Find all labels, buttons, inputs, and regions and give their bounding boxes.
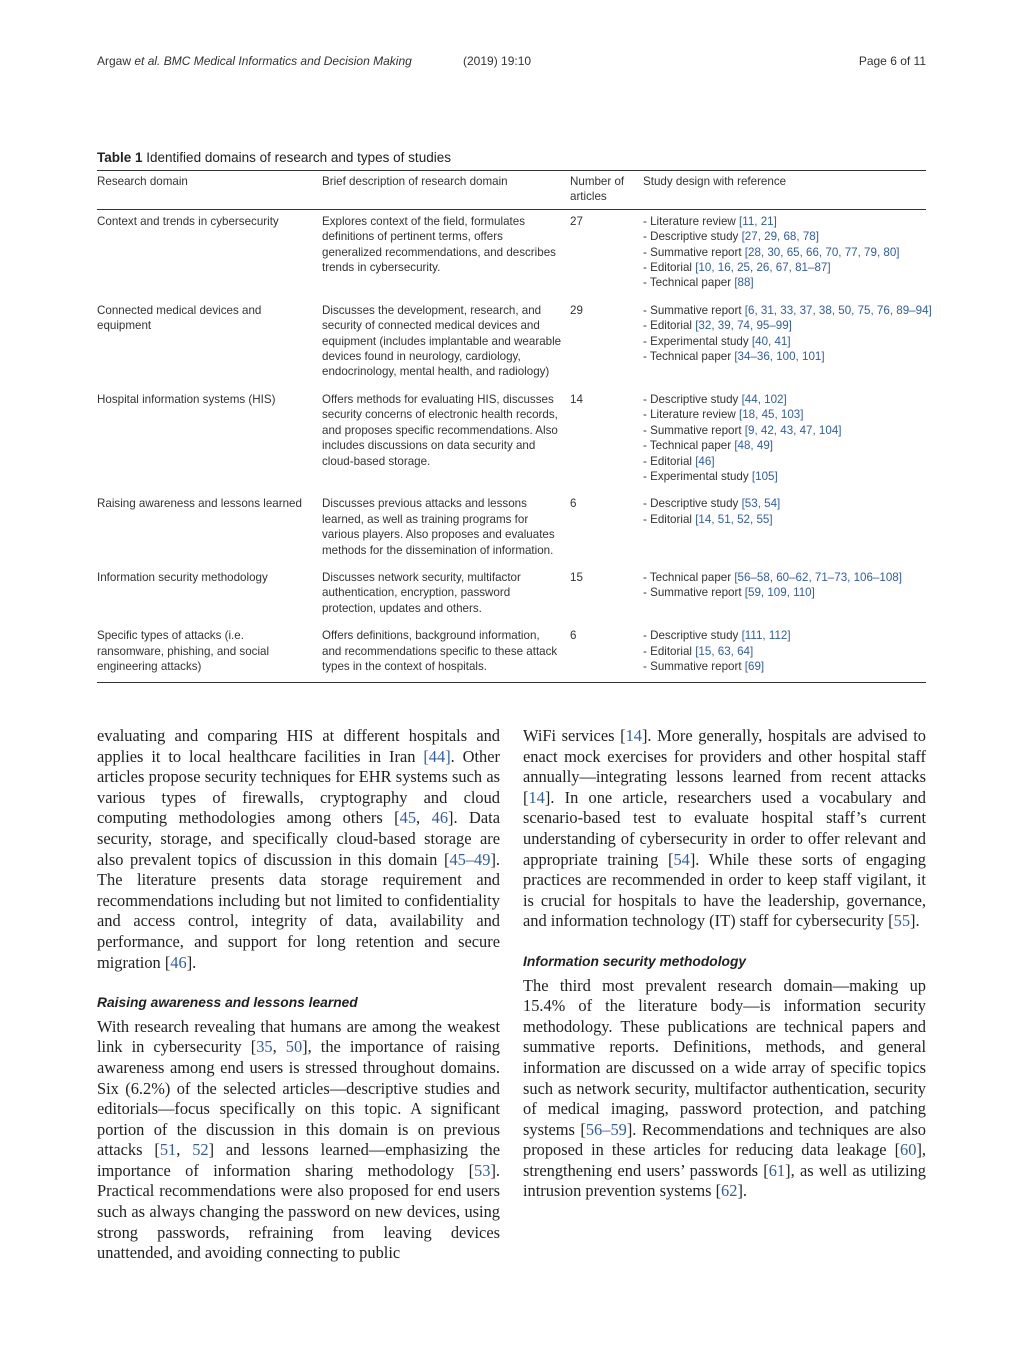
reference-link[interactable]: [46] [695,454,715,468]
reference-link[interactable]: [18, 45, 103] [739,408,804,422]
text-run: ] and lessons learned—emphasizing the importance of information sharing methodology [ [97,1140,500,1180]
journal-citation [97,54,412,68]
column-header-count: Number of articles [570,175,625,204]
reference-link[interactable]: [111, 112] [741,629,791,643]
citation-link[interactable]: 62 [721,1181,738,1201]
reference-link[interactable]: [44, 102] [741,392,787,406]
citation-link[interactable]: 60 [900,1140,917,1160]
cell-description: Explores context of the field, formulates definitions of pertinent terms, offers generalized recommendations, and describes trends in cybersecurity. [322,214,556,275]
cell-description: Discusses network security, multifactor authentication, encryption, password protection, updates and others. [322,570,521,615]
study-design-label: - Technical paper [643,570,735,584]
reference-link[interactable]: [48, 49] [734,439,773,453]
study-design-entry [643,438,926,453]
reference-link[interactable]: [6, 31, 33, 37, 38, 50, 75, 76, 89–94] [744,303,932,317]
study-design-entry [643,644,926,659]
paragraph-awareness-continued [523,726,926,932]
study-design-entry [643,275,926,290]
table-header-row [97,171,926,210]
cell-study-design [643,492,926,566]
study-design-label: - Editorial [643,261,696,275]
text-run: ]. [186,952,197,972]
section-heading-awareness: Raising awareness and lessons learned [97,995,358,1011]
study-design-entry [643,628,926,643]
reference-link[interactable]: [56–58, 60–62, 71–73, 106–108] [734,570,902,584]
study-design-label: - Summative report [643,245,745,259]
study-design-entry [643,570,926,585]
citation-link[interactable]: 55 [893,911,911,931]
study-design-entry [643,334,926,349]
table-caption [97,150,926,165]
reference-link[interactable]: [15, 63, 64] [695,644,754,658]
cell-domain: Information security methodology [97,570,268,584]
study-design-label: - Technical paper [643,276,735,290]
cell-study-design [643,388,926,492]
cell-study-design [643,566,926,624]
cell-study-design [643,624,926,683]
study-design-label: - Summative report [643,659,745,673]
text-run: ], as well as utilizing intrusion prevention systems [ [523,1160,927,1201]
study-design-entry [643,260,926,275]
study-design-label: - Summative report [643,586,745,600]
citation-link[interactable]: 45–49 [449,849,491,869]
page-number: Page 6 of 11 [858,54,926,68]
study-design-entry [643,496,926,511]
study-design-entry [643,423,926,438]
journal-authors: Argaw [97,54,135,68]
reference-link[interactable]: [14, 51, 52, 55] [695,512,773,526]
citation-link[interactable]: 14 [528,787,545,807]
body-column-left [97,726,500,1264]
domains-table [97,170,932,683]
cell-domain: Context and trends in cybersecurity [97,214,279,228]
citation-link[interactable]: 54 [673,849,690,869]
study-design-entry [643,245,926,260]
citation-link[interactable]: 51 [159,1140,177,1160]
citation-link[interactable]: 35 [256,1037,273,1057]
study-design-entry [643,454,926,469]
study-design-label: - Descriptive study [643,629,742,643]
study-design-label: - Editorial [643,454,696,468]
text-run: ], the importance of raising awareness among end users is stressed throughout domains. Six (6.2%) of the selected articles—descriptive studies and editorials—focus specifically on this topic. A significant portion of the discussion in this domain is on previous attacks [ [97,1037,500,1160]
paragraph-awareness [97,1017,500,1264]
study-design-label: - Summative report [643,303,745,317]
column-header-domain: Research domain [97,175,188,188]
study-design-entry [643,659,926,674]
study-design-label: - Descriptive study [643,392,742,406]
table-row [97,388,926,492]
study-design-label: - Descriptive study [643,497,742,511]
cell-count: 29 [570,303,583,317]
cell-count: 27 [570,214,583,228]
study-design-label: - Technical paper [643,350,735,364]
column-header-design: Study design with reference [643,175,787,188]
text-run: , [176,1140,193,1160]
citation-link[interactable]: 61 [768,1160,786,1180]
reference-link[interactable]: [88] [734,276,754,290]
text-run: ]. More generally, hospitals are advised to enact mock exercises for providers and other hospital staff annually—integrating lessons learned from recent attacks [ [523,726,926,807]
running-header [97,54,926,72]
study-design-entry [643,318,926,333]
citation-link[interactable]: 52 [192,1140,209,1160]
cell-count: 14 [570,392,583,406]
study-design-entry [643,229,926,244]
reference-link[interactable]: [59, 109, 110] [744,586,815,600]
study-design-entry [643,214,926,229]
cell-count: 6 [570,629,577,643]
text-run: ]. The literature presents data storage requirement and recommendations including but not limited to confidentiality and access control, integrity of data, availability and performance, and support for long retention and secure migration [ [97,849,500,972]
citation-link[interactable]: 50 [285,1037,303,1057]
cell-count: 6 [570,497,577,511]
cell-study-design [643,209,926,299]
text-run: WiFi services [ [523,726,626,745]
study-design-entry [643,349,926,364]
cell-domain: Specific types of attacks (i.e. ransomware, phishing, and social engineering attacks) [97,629,270,673]
study-design-label: - Experimental study [643,334,752,348]
reference-link[interactable]: [9, 42, 43, 47, 104] [744,423,842,437]
study-design-label: - Experimental study [643,469,752,483]
cell-description: Offers methods for evaluating HIS, discusses security concerns of electronic health records, and proposes specific recommendations. Also includes discussions on data security and cloud-based storage. [322,392,558,468]
table-row [97,299,926,388]
reference-link[interactable]: [32, 39, 74, 95–99] [695,319,792,333]
cell-description: Discusses previous attacks and lessons learned, as well as training programs for various players. Also proposes and evaluates methods for the dissemination of information. [322,497,555,557]
citation-link[interactable]: 45 [399,808,417,828]
citation-link[interactable]: 53 [474,1160,491,1180]
study-design-entry [643,392,926,407]
cell-description: Offers definitions, background information, and recommendations specific to these attack types in the context of hospitals. [322,629,558,673]
citation-link[interactable]: 56–59 [585,1119,627,1139]
study-design-entry [643,407,926,422]
table-row [97,492,926,566]
text-run: ]. Practical recommendations were also proposed for end users such as always changing the password on new devices, using strong passwords, refraining from leaving devices unattended, and avoiding connecting to public [97,1160,500,1263]
study-design-entry [643,469,926,484]
year-volume: (2019) 19:10 [463,54,532,68]
paragraph-methodology [523,976,926,1203]
study-design-entry [643,303,932,318]
reference-link[interactable]: [10, 16, 25, 26, 67, 81–87] [695,261,831,275]
citation-link[interactable]: 46 [431,808,449,828]
study-design-label: - Summative report [643,423,745,437]
citation-link[interactable]: [44] [423,746,451,766]
table-row [97,209,926,299]
study-design-label: - Descriptive study [643,230,742,244]
cell-domain: Raising awareness and lessons learned [97,497,302,511]
text-run: The third most prevalent research domain—making up 15.4% of the literature body—is information security methodology. These publications are technical papers and summative reports. Definitions, methods, and general information are discussed on a wide array of specific topics such as network security, multifactor authentication, security of medical imaging, password protection, and patching systems [ [523,975,926,1139]
section-heading-methodology: Information security methodology [523,953,747,969]
text-run: ], strengthening end users’ passwords [ [523,1140,926,1180]
cell-domain: Hospital information systems (HIS) [97,392,276,406]
text-run: With research revealing that humans are among the weakest link in cybersecurity [ [97,1016,500,1057]
text-run: , [272,1037,286,1057]
text-run: ]. [910,911,920,931]
text-run: ]. In one article, researchers used a vocabulary and scenario-based test to evaluate hospital staff’s current understanding of cybersecurity in order to offer relevant and appropriate training [ [523,787,926,869]
text-run: , [416,808,432,828]
citation-link[interactable]: 14 [625,726,642,745]
reference-link[interactable]: [27, 29, 68, 78] [741,230,819,244]
cell-description: Discusses the development, research, and security of connected medical devices and equipment (includes implantable and wearable devices found in neurology, cardiology, endocrinology, mental health, and radiology) [322,303,562,379]
reference-link[interactable]: [28, 30, 65, 66, 70, 77, 79, 80] [744,245,900,259]
cell-count: 15 [570,570,583,584]
study-design-label: - Literature review [643,408,740,422]
text-run: ]. Recommendations and techniques are also proposed in these articles for reducing data leakage [ [523,1119,926,1160]
text-run: evaluating and comparing HIS at different hospitals and applies it to local healthcare facilities in Iran [97,726,500,766]
study-design-entry [643,512,926,527]
reference-link[interactable]: [53, 54] [741,497,781,511]
reference-link[interactable]: [40, 41] [751,334,791,348]
table-title: Identified domains of research and types of studies [142,150,451,165]
text-run: ]. While these sorts of engaging practices are recommended in order to keep staff vigilant, it is crucial for hospitals to have the leadership, governance, and information technology (IT) staff for cybersecurity [ [523,849,926,931]
text-run: ]. Data security, storage, and specifically cloud-based storage are also prevalent topics of discussion in this domain [ [97,808,500,869]
study-design-label: - Editorial [643,644,696,658]
study-design-entry [643,585,926,600]
table-row [97,566,926,624]
paragraph-his-continued [97,726,500,973]
study-design-label: - Editorial [643,512,696,526]
text-run: ]. [737,1181,747,1201]
reference-link[interactable]: [34–36, 100, 101] [734,350,825,364]
cell-study-design [643,299,932,388]
reference-link[interactable]: [11, 21] [739,214,777,228]
study-design-label: - Literature review [643,214,740,228]
table-row [97,624,926,683]
table-label: Table 1 [97,150,143,165]
reference-link[interactable]: [105] [751,469,778,483]
citation-link[interactable]: 46 [170,952,187,972]
reference-link[interactable]: [69] [744,659,765,673]
study-design-label: - Technical paper [643,439,735,453]
cell-domain: Connected medical devices and equipment [97,303,262,333]
column-header-description: Brief description of research domain [322,175,508,188]
journal-name: et al. BMC Medical Informatics and Decision Making [134,54,412,68]
body-column-right [523,726,926,1202]
study-design-label: - Editorial [643,319,696,333]
text-run: . Other articles propose security techniques for EHR systems such as various types of firewalls, cryptography and cloud computing methodologies among others [ [97,746,500,828]
